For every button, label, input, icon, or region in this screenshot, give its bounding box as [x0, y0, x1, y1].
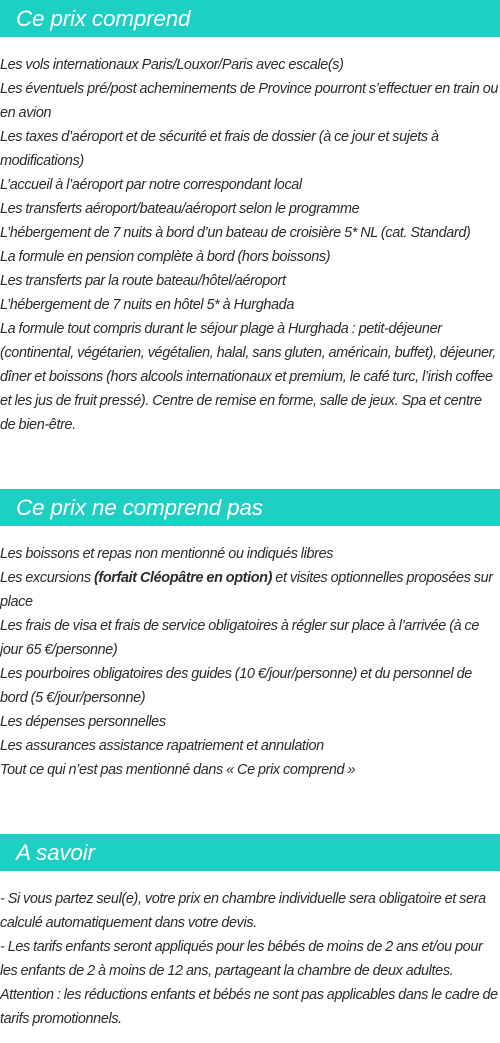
good-to-know-list	[0, 887, 500, 1031]
list-item: L’hébergement de 7 nuits en hôtel 5* à Hurghada	[0, 297, 294, 313]
list-item-bold-text: (forfait Cléopâtre en option)	[93, 570, 273, 586]
list-item: Attention : les réductions enfants et bébés ne sont pas applicables dans le cadre de tarifs promotionnels.	[0, 987, 498, 1027]
list-item: Les transferts aéroport/bateau/aéroport selon le programme	[0, 201, 360, 217]
list-item: Les dépenses personnelles	[0, 714, 166, 730]
list-item: Tout ce qui n’est pas mentionné dans « Ce prix comprend »	[0, 762, 356, 778]
list-item-text: Les excursions	[0, 570, 94, 586]
list-item: L’hébergement de 7 nuits à bord d’un bateau de croisière 5* NL (cat. Standard)	[0, 225, 471, 241]
list-item: Les pourboires obligatoires des guides (10 €/jour/personne) et du personnel de bord (5 €/jour/personne)	[0, 666, 472, 706]
section-header-included: Ce prix comprend	[0, 0, 500, 37]
list-item: L’accueil à l’aéroport par notre correspondant local	[0, 177, 302, 193]
list-item: Les transferts par la route bateau/hôtel/aéroport	[0, 273, 286, 289]
list-item: Les boissons et repas non mentionné ou indiqués libres	[0, 546, 334, 562]
list-item-text: et visites optionnelles proposées sur place	[0, 570, 493, 610]
list-item: La formule tout compris durant le séjour plage à Hurghada : petit-déjeuner (continental, végétarien, végétalien, halal, sans gluten, américain, buffet), déjeuner, dîner et boissons (hors alcools internationaux et premium, le café turc, l’irish coffee et les jus de fruit pressé). Centre de remise en forme, salle de jeux. Spa et centre de bien-être.	[0, 321, 496, 433]
list-item: Les frais de visa et frais de service obligatoires à régler sur place à l’arrivée (à ce jour 65 €/personne)	[0, 618, 480, 658]
section-header-not-included: Ce prix ne comprend pas	[0, 489, 500, 526]
list-item: - Les tarifs enfants seront appliqués pour les bébés de moins de 2 ans et/ou pour les enfants de 2 à moins de 12 ans, partageant la chambre de deux adultes.	[0, 939, 483, 979]
list-item: Les assurances assistance rapatriement et annulation	[0, 738, 324, 754]
included-list	[0, 53, 500, 437]
list-item	[0, 566, 500, 614]
list-item: - Si vous partez seul(e), votre prix en chambre individuelle sera obligatoire et sera calculé automatiquement dans votre devis.	[0, 891, 486, 931]
section-header-good-to-know: A savoir	[0, 834, 500, 871]
list-item: La formule en pension complète à bord (hors boissons)	[0, 249, 331, 265]
list-item: Les vols internationaux Paris/Louxor/Paris avec escale(s)	[0, 57, 344, 73]
list-item: Les taxes d’aéroport et de sécurité et frais de dossier (à ce jour et sujets à modifications)	[0, 129, 439, 169]
not-included-list	[0, 542, 500, 782]
list-item: Les éventuels pré/post acheminements de Province pourront s’effectuer en train ou en avion	[0, 81, 499, 121]
